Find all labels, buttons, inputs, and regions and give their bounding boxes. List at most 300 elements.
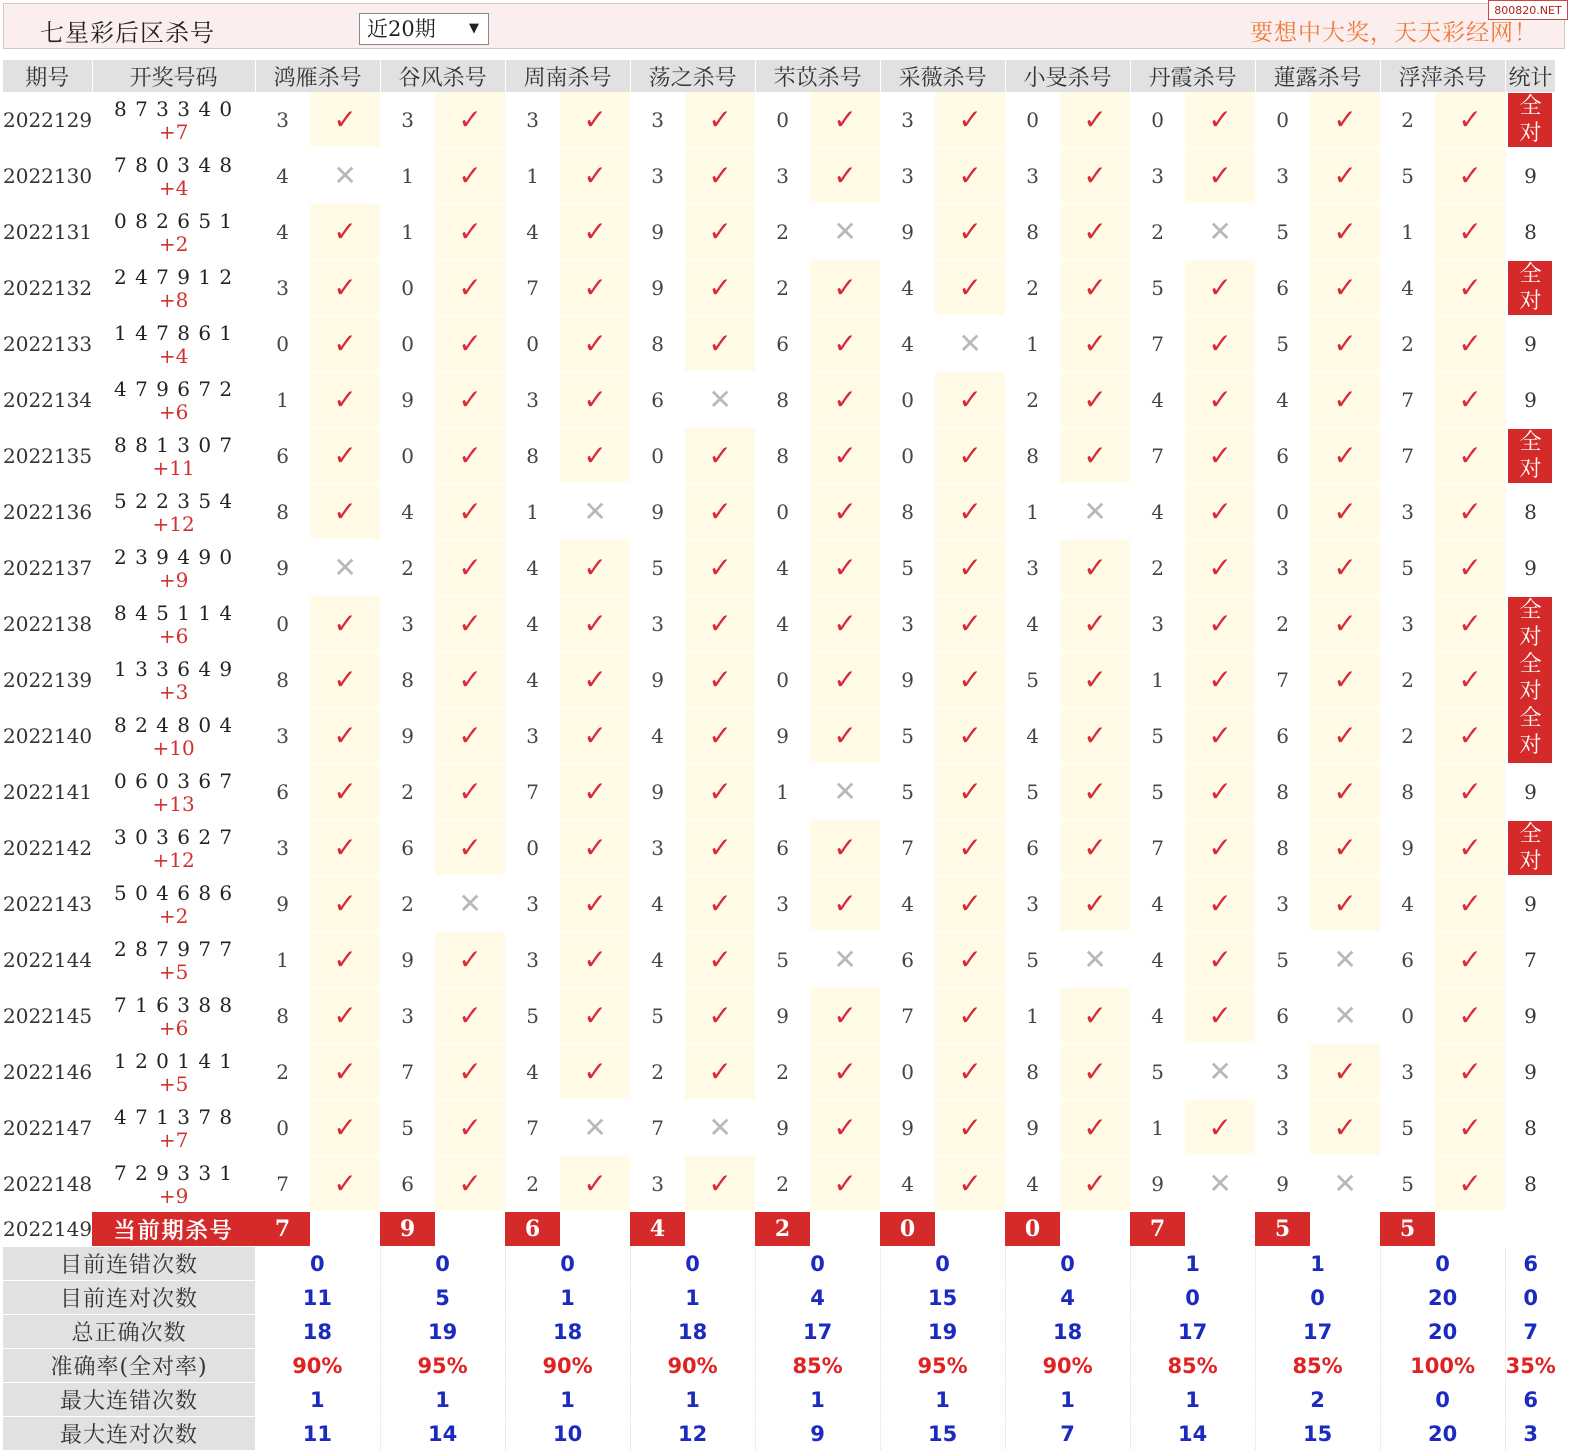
check-icon: ✓ [458, 999, 482, 1032]
summary-value: 14 [380, 1417, 505, 1451]
cross-icon: ✕ [333, 159, 357, 192]
kill-number: 7 [255, 1156, 310, 1212]
check-icon: ✓ [333, 103, 357, 136]
check-icon: ✓ [958, 663, 982, 696]
kill-number: 8 [255, 652, 310, 708]
check-icon: ✓ [1458, 1167, 1482, 1200]
result-cell [1310, 764, 1380, 820]
result-cell [310, 372, 380, 428]
check-icon: ✓ [833, 159, 857, 192]
table-row [3, 540, 1556, 596]
result-cell [810, 652, 880, 708]
check-icon: ✓ [458, 1167, 482, 1200]
check-icon: ✓ [708, 159, 732, 192]
summary-stat-value: 6 [1505, 1247, 1556, 1281]
check-icon: ✓ [458, 663, 482, 696]
summary-value: 85% [755, 1349, 880, 1383]
issue-number: 2022138 [3, 596, 92, 652]
cross-icon: ✕ [1208, 215, 1232, 248]
kill-number: 8 [755, 428, 810, 484]
check-icon: ✓ [708, 215, 732, 248]
kill-number: 9 [630, 484, 685, 540]
kill-number: 4 [255, 148, 310, 204]
summary-value: 15 [880, 1281, 1005, 1315]
draw-digits: 0 6 0 3 6 7 [114, 768, 234, 793]
kill-number: 6 [630, 372, 685, 428]
kill-number: 4 [880, 1156, 935, 1212]
check-icon: ✓ [1458, 943, 1482, 976]
check-icon: ✓ [1083, 1167, 1107, 1200]
check-icon: ✓ [1083, 1055, 1107, 1088]
result-cell [935, 652, 1005, 708]
kill-number: 6 [1255, 988, 1310, 1044]
check-icon: ✓ [958, 719, 982, 752]
current-kill-spacer [810, 1212, 880, 1247]
check-icon: ✓ [333, 663, 357, 696]
table-row [3, 596, 1556, 652]
summary-value: 1 [505, 1281, 630, 1315]
kill-number: 5 [1255, 204, 1310, 260]
check-icon: ✓ [583, 719, 607, 752]
result-cell [310, 204, 380, 260]
kill-number: 4 [1380, 260, 1435, 316]
draw-sum: +4 [158, 343, 189, 368]
result-cell [435, 260, 505, 316]
col-header-issue: 期号 [3, 60, 92, 92]
check-icon: ✓ [333, 1055, 357, 1088]
check-icon: ✓ [1083, 775, 1107, 808]
result-cell [1185, 596, 1255, 652]
check-icon: ✓ [583, 159, 607, 192]
check-icon: ✓ [458, 1055, 482, 1088]
check-icon: ✓ [1333, 271, 1357, 304]
kill-number: 9 [630, 764, 685, 820]
draw-digits: 1 4 7 8 6 1 [114, 320, 234, 345]
check-icon: ✓ [833, 551, 857, 584]
full-correct-badge [1508, 261, 1552, 315]
check-icon: ✓ [583, 775, 607, 808]
cross-icon: ✕ [1333, 1167, 1357, 1200]
draw-sum: +7 [158, 1127, 189, 1152]
issue-number: 2022129 [3, 92, 92, 148]
kill-number: 3 [1130, 596, 1185, 652]
draw-digits: 0 8 2 6 5 1 [114, 208, 234, 233]
check-icon: ✓ [1458, 439, 1482, 472]
kill-number: 7 [1130, 428, 1185, 484]
result-cell [560, 1100, 630, 1156]
col-header-expert: 小旻杀号 [1005, 60, 1130, 92]
check-icon: ✓ [958, 831, 982, 864]
check-icon: ✓ [708, 327, 732, 360]
check-icon: ✓ [583, 999, 607, 1032]
kill-number: 9 [755, 708, 810, 764]
summary-value: 18 [255, 1315, 380, 1349]
draw-numbers [92, 428, 255, 484]
kill-number: 5 [1380, 148, 1435, 204]
check-icon: ✓ [958, 551, 982, 584]
col-header-expert: 谷风杀号 [380, 60, 505, 92]
check-icon: ✓ [1208, 607, 1232, 640]
check-icon: ✓ [1333, 607, 1357, 640]
check-icon: ✓ [1458, 775, 1482, 808]
kill-number: 8 [1005, 204, 1060, 260]
kill-number: 5 [505, 988, 560, 1044]
kill-number: 8 [380, 652, 435, 708]
check-icon: ✓ [1333, 495, 1357, 528]
check-icon: ✓ [1083, 159, 1107, 192]
draw-numbers [92, 876, 255, 932]
result-cell [435, 484, 505, 540]
result-cell [1060, 820, 1130, 876]
result-cell [1310, 708, 1380, 764]
current-kill-number: 6 [505, 1212, 560, 1247]
result-cell [935, 92, 1005, 148]
kill-number: 9 [630, 204, 685, 260]
cross-icon: ✕ [583, 495, 607, 528]
table-row [3, 652, 1556, 708]
result-cell [810, 484, 880, 540]
summary-value: 90% [630, 1349, 755, 1383]
result-cell [435, 932, 505, 988]
draw-digits: 4 7 1 3 7 8 [114, 1104, 234, 1129]
current-kill-spacer [435, 1212, 505, 1247]
check-icon: ✓ [458, 607, 482, 640]
period-select[interactable] [359, 13, 489, 45]
kill-number: 0 [380, 428, 435, 484]
full-correct-label: 全 对 [1519, 821, 1542, 874]
check-icon: ✓ [833, 103, 857, 136]
check-icon: ✓ [333, 887, 357, 920]
current-kill-spacer [685, 1212, 755, 1247]
period-select-value: 近20期 [367, 17, 436, 41]
check-icon: ✓ [1333, 831, 1357, 864]
issue-number: 2022135 [3, 428, 92, 484]
kill-number: 3 [1380, 596, 1435, 652]
cross-icon: ✕ [833, 943, 857, 976]
summary-value: 95% [380, 1349, 505, 1383]
kill-number: 0 [1255, 92, 1310, 148]
col-header-expert: 荡之杀号 [630, 60, 755, 92]
kill-number: 3 [1130, 148, 1185, 204]
result-cell [435, 1100, 505, 1156]
result-cell [1185, 932, 1255, 988]
kill-number: 0 [755, 92, 810, 148]
check-icon: ✓ [458, 831, 482, 864]
check-icon: ✓ [1458, 271, 1482, 304]
result-cell [685, 1156, 755, 1212]
table-row [3, 708, 1556, 764]
check-icon: ✓ [1083, 271, 1107, 304]
check-icon: ✓ [583, 215, 607, 248]
summary-row [3, 1281, 1556, 1315]
result-cell [685, 428, 755, 484]
check-icon: ✓ [458, 271, 482, 304]
check-icon: ✓ [1083, 831, 1107, 864]
summary-label: 最大连错次数 [3, 1383, 255, 1417]
issue-number: 2022142 [3, 820, 92, 876]
check-icon: ✓ [1333, 327, 1357, 360]
stat-cell [1505, 820, 1556, 876]
table-row [3, 1100, 1556, 1156]
kill-number: 6 [255, 764, 310, 820]
draw-digits: 2 4 7 9 1 2 [114, 264, 234, 289]
table-row [3, 92, 1556, 148]
result-cell [810, 316, 880, 372]
result-cell [1060, 428, 1130, 484]
draw-numbers [92, 1100, 255, 1156]
kill-number: 8 [1005, 1044, 1060, 1100]
check-icon: ✓ [583, 831, 607, 864]
result-cell [1435, 372, 1505, 428]
draw-numbers [92, 988, 255, 1044]
draw-digits: 3 0 3 6 2 7 [114, 824, 234, 849]
check-icon: ✓ [1208, 159, 1232, 192]
table-row [3, 820, 1556, 876]
result-cell [560, 1044, 630, 1100]
check-icon: ✓ [1458, 495, 1482, 528]
check-icon: ✓ [1458, 1055, 1482, 1088]
result-cell [310, 876, 380, 932]
col-header-expert: 蓮露杀号 [1255, 60, 1380, 92]
kill-number: 0 [880, 372, 935, 428]
summary-value: 1 [505, 1383, 630, 1417]
summary-value: 11 [255, 1417, 380, 1451]
stat-cell: 9 [1505, 764, 1556, 820]
summary-label: 准确率(全对率) [3, 1349, 255, 1383]
result-cell [1310, 1156, 1380, 1212]
current-kill-number: 0 [1005, 1212, 1060, 1247]
draw-sum: +6 [158, 399, 189, 424]
check-icon: ✓ [1208, 271, 1232, 304]
check-icon: ✓ [1083, 999, 1107, 1032]
kill-number: 4 [380, 484, 435, 540]
summary-value: 0 [1005, 1247, 1130, 1281]
result-cell [435, 988, 505, 1044]
result-cell [685, 484, 755, 540]
kill-number: 7 [880, 820, 935, 876]
kill-number: 4 [880, 316, 935, 372]
check-icon: ✓ [1208, 327, 1232, 360]
result-cell [560, 204, 630, 260]
kill-number: 2 [755, 1044, 810, 1100]
check-icon: ✓ [1458, 383, 1482, 416]
check-icon: ✓ [1083, 439, 1107, 472]
check-icon: ✓ [333, 775, 357, 808]
check-icon: ✓ [708, 271, 732, 304]
check-icon: ✓ [1333, 159, 1357, 192]
result-cell [1185, 148, 1255, 204]
draw-digits: 1 2 0 1 4 1 [114, 1048, 234, 1073]
summary-label: 总正确次数 [3, 1315, 255, 1349]
draw-sum: +2 [158, 231, 189, 256]
result-cell [435, 204, 505, 260]
draw-numbers [92, 652, 255, 708]
draw-digits: 8 2 4 8 0 4 [114, 712, 234, 737]
result-cell [310, 1100, 380, 1156]
stat-cell: 9 [1505, 316, 1556, 372]
kill-number: 4 [630, 876, 685, 932]
summary-row [3, 1349, 1556, 1383]
full-correct-label: 全 对 [1519, 429, 1542, 482]
cross-icon: ✕ [833, 775, 857, 808]
kill-number: 9 [255, 540, 310, 596]
result-cell [435, 540, 505, 596]
result-cell [1310, 988, 1380, 1044]
result-cell [935, 372, 1005, 428]
result-cell [1435, 764, 1505, 820]
result-cell [1435, 316, 1505, 372]
check-icon: ✓ [583, 103, 607, 136]
result-cell [310, 932, 380, 988]
col-header-expert: 鸿雁杀号 [255, 60, 380, 92]
col-header-expert: 周南杀号 [505, 60, 630, 92]
result-cell [1310, 932, 1380, 988]
kill-number: 5 [1005, 932, 1060, 988]
kill-number: 0 [1380, 988, 1435, 1044]
kill-number: 1 [1005, 316, 1060, 372]
check-icon: ✓ [458, 943, 482, 976]
kill-number: 3 [1255, 540, 1310, 596]
result-cell [1060, 876, 1130, 932]
cross-icon: ✕ [708, 1111, 732, 1144]
summary-value: 20 [1380, 1281, 1505, 1315]
draw-numbers [92, 708, 255, 764]
full-correct-badge [1508, 597, 1552, 763]
check-icon: ✓ [708, 551, 732, 584]
summary-row [3, 1247, 1556, 1281]
check-icon: ✓ [1333, 719, 1357, 752]
check-icon: ✓ [958, 159, 982, 192]
kill-number: 9 [255, 876, 310, 932]
summary-value: 0 [380, 1247, 505, 1281]
result-cell [1310, 260, 1380, 316]
draw-sum: +3 [158, 679, 189, 704]
check-icon: ✓ [1333, 1055, 1357, 1088]
check-icon: ✓ [583, 327, 607, 360]
result-cell [1185, 708, 1255, 764]
kill-number: 4 [880, 260, 935, 316]
result-cell [560, 428, 630, 484]
check-icon: ✓ [333, 719, 357, 752]
check-icon: ✓ [1208, 383, 1232, 416]
summary-label: 目前连对次数 [3, 1281, 255, 1315]
result-cell [685, 1044, 755, 1100]
full-correct-label: 全 对 [1519, 93, 1542, 146]
result-cell [1435, 204, 1505, 260]
check-icon: ✓ [458, 327, 482, 360]
kill-number: 2 [1130, 540, 1185, 596]
current-kill-number: 2 [755, 1212, 810, 1247]
kill-number: 8 [630, 316, 685, 372]
draw-sum: +9 [158, 1183, 189, 1208]
kill-number: 2 [380, 876, 435, 932]
kill-number: 6 [1255, 428, 1310, 484]
summary-value: 0 [755, 1247, 880, 1281]
result-cell [1435, 652, 1505, 708]
draw-numbers [92, 316, 255, 372]
summary-value: 0 [1255, 1281, 1380, 1315]
check-icon: ✓ [333, 943, 357, 976]
kill-number: 4 [505, 540, 560, 596]
kill-number: 5 [1005, 652, 1060, 708]
kill-number: 5 [1005, 764, 1060, 820]
kill-number: 3 [630, 1156, 685, 1212]
check-icon: ✓ [458, 159, 482, 192]
kill-number: 3 [1255, 148, 1310, 204]
result-cell [1310, 540, 1380, 596]
summary-value: 0 [630, 1247, 755, 1281]
kill-number: 2 [630, 1044, 685, 1100]
summary-stat-value: 3 [1505, 1417, 1556, 1451]
result-cell [1185, 316, 1255, 372]
summary-value: 0 [255, 1247, 380, 1281]
check-icon: ✓ [1083, 327, 1107, 360]
kill-number: 2 [1380, 92, 1435, 148]
summary-value: 100% [1380, 1349, 1505, 1383]
result-cell [935, 148, 1005, 204]
kill-number: 4 [1130, 372, 1185, 428]
kill-number: 2 [1130, 204, 1185, 260]
table-row [3, 988, 1556, 1044]
kill-number: 0 [880, 1044, 935, 1100]
kill-number: 1 [755, 764, 810, 820]
issue-number: 2022130 [3, 148, 92, 204]
draw-digits: 5 2 2 3 5 4 [114, 488, 234, 513]
kill-number: 3 [755, 876, 810, 932]
result-cell [1310, 204, 1380, 260]
result-cell [1435, 708, 1505, 764]
result-cell [310, 652, 380, 708]
check-icon: ✓ [833, 887, 857, 920]
kill-number: 9 [1005, 1100, 1060, 1156]
check-icon: ✓ [958, 271, 982, 304]
result-cell [1435, 428, 1505, 484]
kill-number: 2 [1380, 316, 1435, 372]
check-icon: ✓ [1333, 775, 1357, 808]
result-cell [310, 316, 380, 372]
summary-stat-value: 0 [1505, 1281, 1556, 1315]
summary-stat-value: 7 [1505, 1315, 1556, 1349]
kill-number: 0 [755, 652, 810, 708]
result-cell [1185, 820, 1255, 876]
current-kill-number: 7 [255, 1212, 310, 1247]
result-cell [1310, 820, 1380, 876]
kill-number: 5 [1380, 1156, 1435, 1212]
issue-number: 2022132 [3, 260, 92, 316]
check-icon: ✓ [458, 103, 482, 136]
result-cell [560, 316, 630, 372]
result-cell [685, 540, 755, 596]
issue-number: 2022134 [3, 372, 92, 428]
check-icon: ✓ [833, 719, 857, 752]
result-cell [810, 1044, 880, 1100]
result-cell [435, 316, 505, 372]
kill-number: 3 [630, 148, 685, 204]
check-icon: ✓ [583, 439, 607, 472]
kill-number: 5 [1380, 540, 1435, 596]
cross-icon: ✕ [1333, 999, 1357, 1032]
check-icon: ✓ [1083, 551, 1107, 584]
result-cell [810, 820, 880, 876]
result-cell [1185, 1156, 1255, 1212]
kill-number: 0 [880, 428, 935, 484]
header-bar [3, 3, 1565, 49]
check-icon: ✓ [333, 215, 357, 248]
kill-number: 7 [1380, 372, 1435, 428]
full-correct-label: 全 对 [1519, 597, 1542, 650]
result-cell [1060, 148, 1130, 204]
check-icon: ✓ [958, 999, 982, 1032]
